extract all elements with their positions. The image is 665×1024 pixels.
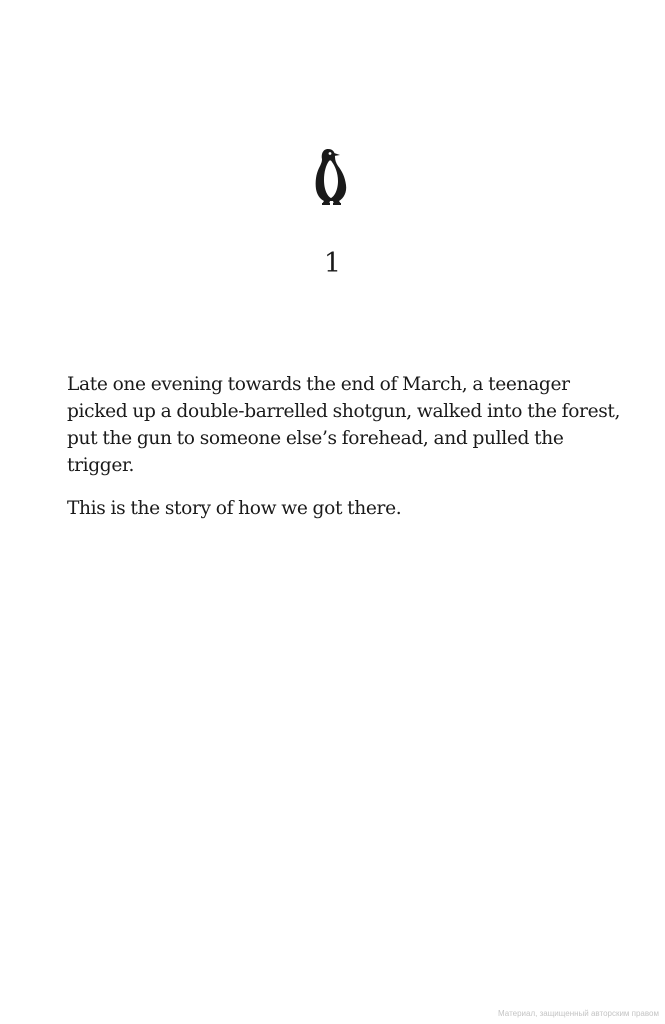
paragraph-opening: Late one evening towards the end of March, a teenager picked up a double-barrelled shotgun, walked into the forest, put the gun to someone else’s forehead, and pulled the trigger. xyxy=(67,374,621,476)
copyright-watermark: Материал, защищенный авторским правом xyxy=(498,1009,659,1018)
paragraph-second: This is the story of how we got there. xyxy=(67,498,402,519)
penguin-logo-icon xyxy=(312,145,350,207)
chapter-body xyxy=(67,371,627,538)
chapter-number: 1 xyxy=(323,248,342,279)
